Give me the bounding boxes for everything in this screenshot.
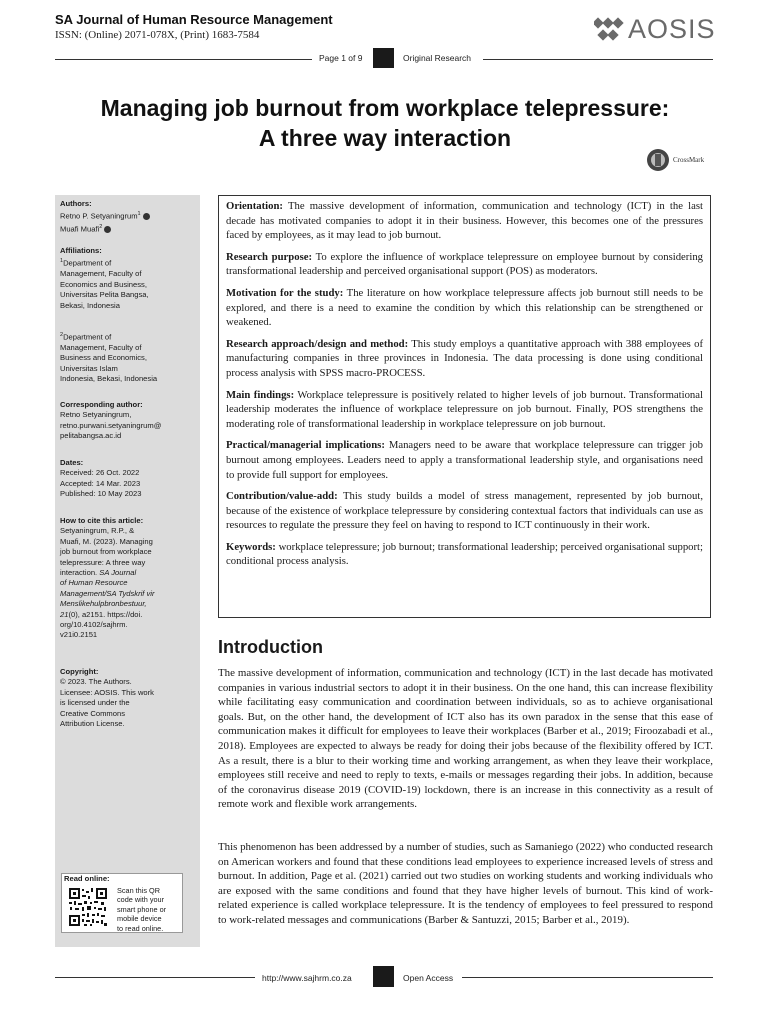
- qr-text-line: mobile device: [117, 914, 162, 924]
- abstract-text: Workplace telepressure is positively related to higher levels of job burnout. Transformational leadership moderates the influence of workplace telepressure on job burnout. Finally, POS strengthens the moderating role of transformational leadership in workplace telepressure on job burnout.: [226, 388, 703, 430]
- footer-url[interactable]: http://www.sajhrm.co.za: [262, 973, 352, 983]
- abstract-text: workplace telepressure; job burnout; transformational leadership; perceived organisational support; conditional process analysis.: [226, 540, 703, 568]
- crossmark-badge[interactable]: [646, 148, 704, 172]
- abstract-box: [218, 195, 711, 618]
- cite-doi[interactable]: org/10.4102/sajhrm.: [60, 620, 128, 630]
- page-indicator: Page 1 of 9: [319, 53, 363, 63]
- intro-paragraph-2: This phenomenon has been addressed by a number of studies, such as Samaniego (2022) who conducted research on American workers and found that these conditions lead employees to experience increased levels of stress and burnout. In addition, Page et al. (2021) carried out two studies on working students and working individuals who are exposed with the same conditions and found that they have higher levels of burnout. This kind of work-related experience is called workplace telepressure. It is the tendency of employees to feel pressured to respond to work-related messages and communications (Barber & Santuzzi, 2015; Barber et al., 2019).: [218, 841, 713, 926]
- qr-text-line: to read online.: [117, 923, 164, 933]
- read-online-box: [61, 873, 183, 933]
- copyright-heading: Copyright:: [60, 667, 99, 676]
- cite-doi[interactable]: v21i0.2151: [60, 630, 98, 640]
- read-online-heading: Read online:: [64, 874, 110, 883]
- corresponding-email-domain[interactable]: pelitabangsa.ac.id: [60, 431, 122, 441]
- cite-journal: of Human Resource: [60, 578, 128, 588]
- cite-journal: Management/SA Tydskrif vir: [60, 588, 155, 598]
- aosis-logo-icon: [594, 17, 624, 43]
- qr-text-line: code with your: [117, 895, 165, 905]
- cite-journal: SA Journal: [99, 568, 137, 578]
- copyright-line: Attribution License.: [60, 719, 125, 729]
- cite-heading: How to cite this article:: [60, 516, 144, 525]
- author-1-sup: 1: [137, 211, 141, 218]
- affiliations-block: [60, 246, 198, 311]
- aff-line: Management, Faculty of: [60, 269, 142, 279]
- sidebar: [55, 195, 200, 947]
- crossmark-label: CrossMark: [673, 156, 705, 164]
- qr-code-icon[interactable]: [68, 887, 108, 927]
- author-1[interactable]: Retno P. Setyaningrum: [60, 211, 138, 221]
- orcid-icon[interactable]: [143, 213, 150, 220]
- author-2-sup: 2: [99, 224, 103, 231]
- abstract-label: Main findings:: [226, 388, 295, 401]
- abstract-purpose: [226, 250, 703, 279]
- abstract-motivation: [226, 286, 703, 330]
- aff-line: Management, Faculty of: [60, 342, 142, 352]
- orcid-icon[interactable]: [104, 226, 111, 233]
- intro-paragraph-1: The massive development of information, communication and technology (ICT) in the last decade has motivated companies in various industrial sectors to adopt it in their business. On the one hand, this can increase flexibility while facilitating easy communication and coordination between individuals, so as to achieve organisational goals. But, on the other hand, the development of ICT also has its own paradox in the sense that this ease of communication makes it difficult for employees to leave their workplaces (Barber et al., 2019; Firoozabadi et al., 2018). Employees are expected to always be ready for doing their jobs because of the flexibility offered by ICT. As a result, there is a blur to their working time and working arrangement, as when they leave their workplace, employees still receive and need to reply to texts, e-mails or messages regarding their jobs. In addition, because of the coronavirus disease 2019 (COVID-19) lockdown, there is an increase in this connectivity as a result of remote work and flexible work arrangements.: [218, 667, 713, 811]
- abstract-implications: [226, 438, 703, 482]
- affiliations-heading: Affiliations:: [60, 246, 102, 255]
- aff-line: Business and Economics,: [60, 353, 147, 363]
- aff-line: Department of: [63, 258, 112, 268]
- footer-rule-left: [55, 977, 255, 978]
- footer-block: [373, 966, 394, 987]
- date-published: Published: 10 May 2023: [60, 489, 142, 499]
- cite-line: job burnout from workplace: [60, 547, 152, 557]
- abstract-text: To explore the influence of workplace telepressure on employee burnout by considering transformational leadership and perceived organisational support (POS) as moderators.: [226, 250, 704, 278]
- corresponding-heading: Corresponding author:: [60, 400, 143, 409]
- qr-instructions: [117, 886, 182, 933]
- qr-text-line: smart phone or: [117, 904, 167, 914]
- abstract-approach: [226, 337, 703, 381]
- aff-line: Indonesia, Bekasi, Indonesia: [60, 374, 158, 384]
- copyright-line: is licensed under the: [60, 698, 130, 708]
- aff-line: Universitas Pelita Bangsa,: [60, 290, 149, 300]
- authors-block: [60, 199, 198, 235]
- footer-rule-right: [462, 977, 713, 978]
- header-rule-right: [483, 59, 713, 60]
- abstract-text: This study employs a quantitative approach with 388 employees of manufacturing companies in three provinces in Indonesia. The data processing is done using conditional process analysis with SPSS macro-PROCESS.: [226, 337, 704, 379]
- cite-line: Setyaningrum, R.P., &: [60, 526, 135, 536]
- copyright-block: [60, 667, 198, 729]
- cite-line: interaction.: [60, 568, 100, 578]
- abstract-text: The literature on how workplace telepressure affects job burnout still needs to be explored, and there is a need to examine the condition by which this relationship can be strengthened or weakened.: [226, 286, 703, 329]
- abstract-text: Managers need to be aware that workplace telepressure can trigger job burnout among employees. Leaders need to apply a transformational leadership style, and organisations need to provide full support for employees.: [226, 439, 704, 481]
- aff-line: Bekasi, Indonesia: [60, 300, 120, 310]
- header-rule-left: [55, 59, 312, 60]
- aff-line: Universitas Islam: [60, 363, 118, 373]
- corresponding-block: [60, 400, 198, 442]
- author-2[interactable]: Muafi Muafi: [60, 224, 100, 234]
- authors-heading: Authors:: [60, 199, 92, 208]
- title-line-1: Managing job burnout from workplace telepressure:: [100, 95, 670, 121]
- cite-line: Muafi, M. (2023). Managing: [60, 536, 153, 546]
- citation-block: [60, 516, 198, 641]
- date-received: Received: 26 Oct. 2022: [60, 468, 140, 478]
- aosis-logo-text: AOSIS: [628, 14, 716, 44]
- cite-journal: Menslikehulpbronbestuur,: [60, 599, 147, 609]
- introduction-heading: Introduction: [218, 637, 323, 657]
- abstract-label: Research purpose:: [226, 250, 313, 263]
- abstract-text: This study builds a model of stress management, represented by job burnout, because of the existence of workplace telepressure by considering contextual factors that individuals can use as resources to regulate the pressure they feel on having to respond to ICT continuously in their work.: [226, 490, 703, 532]
- qr-text-line: Scan this QR: [117, 886, 160, 895]
- cite-volume: 21: [60, 609, 69, 619]
- date-accepted: Accepted: 14 Mar. 2023: [60, 478, 141, 488]
- abstract-label: Keywords:: [226, 540, 276, 553]
- abstract-text: The massive development of information, communication and technology (ICT) in the last decade has motivated companies to adopt it in their business. However, this becomes one of the pressures faced by employees, as it may lead to job burnout.: [226, 200, 703, 242]
- copyright-line: Licensee: AOSIS. This work: [60, 687, 154, 697]
- abstract-contribution: [226, 489, 703, 533]
- copyright-line: © 2023. The Authors.: [60, 677, 132, 687]
- title-line-2: A three way interaction: [258, 125, 512, 151]
- cite-doi[interactable]: (0), a2151. https://doi.: [68, 609, 143, 619]
- abstract-orientation: [226, 199, 703, 243]
- issn: ISSN: (Online) 2071-078X, (Print) 1683-7584: [55, 29, 260, 41]
- header-block: [373, 48, 394, 68]
- abstract-label: Contribution/value-add:: [226, 490, 338, 503]
- journal-title: SA Journal of Human Resource Management: [55, 12, 333, 27]
- abstract-keywords: [226, 540, 703, 569]
- cite-line: telepressure: A three way: [60, 557, 146, 567]
- aosis-logo: [594, 14, 716, 45]
- corresponding-name: Retno Setyaningrum,: [60, 410, 132, 420]
- abstract-findings: [226, 388, 703, 432]
- abstract-label: Motivation for the study:: [226, 286, 344, 299]
- aff-line: Economics and Business,: [60, 279, 147, 289]
- article-type: Original Research: [403, 53, 472, 63]
- affiliation-2-block: [60, 330, 198, 385]
- aff-2-sup: 2: [60, 332, 64, 338]
- aff-1-sup: 1: [60, 258, 64, 265]
- dates-heading: Dates:: [60, 458, 84, 467]
- footer-access: Open Access: [403, 973, 454, 983]
- article-title: [40, 93, 730, 153]
- copyright-line: Creative Commons: [60, 708, 125, 718]
- abstract-label: Practical/managerial implications:: [226, 439, 385, 452]
- corresponding-email[interactable]: retno.purwani.setyaningrum@: [60, 420, 162, 430]
- dates-block: [60, 458, 198, 500]
- abstract-label: Orientation:: [226, 200, 283, 212]
- abstract-label: Research approach/design and method:: [226, 337, 409, 350]
- aff-line: Department of: [63, 332, 112, 342]
- crossmark-icon: [646, 148, 670, 172]
